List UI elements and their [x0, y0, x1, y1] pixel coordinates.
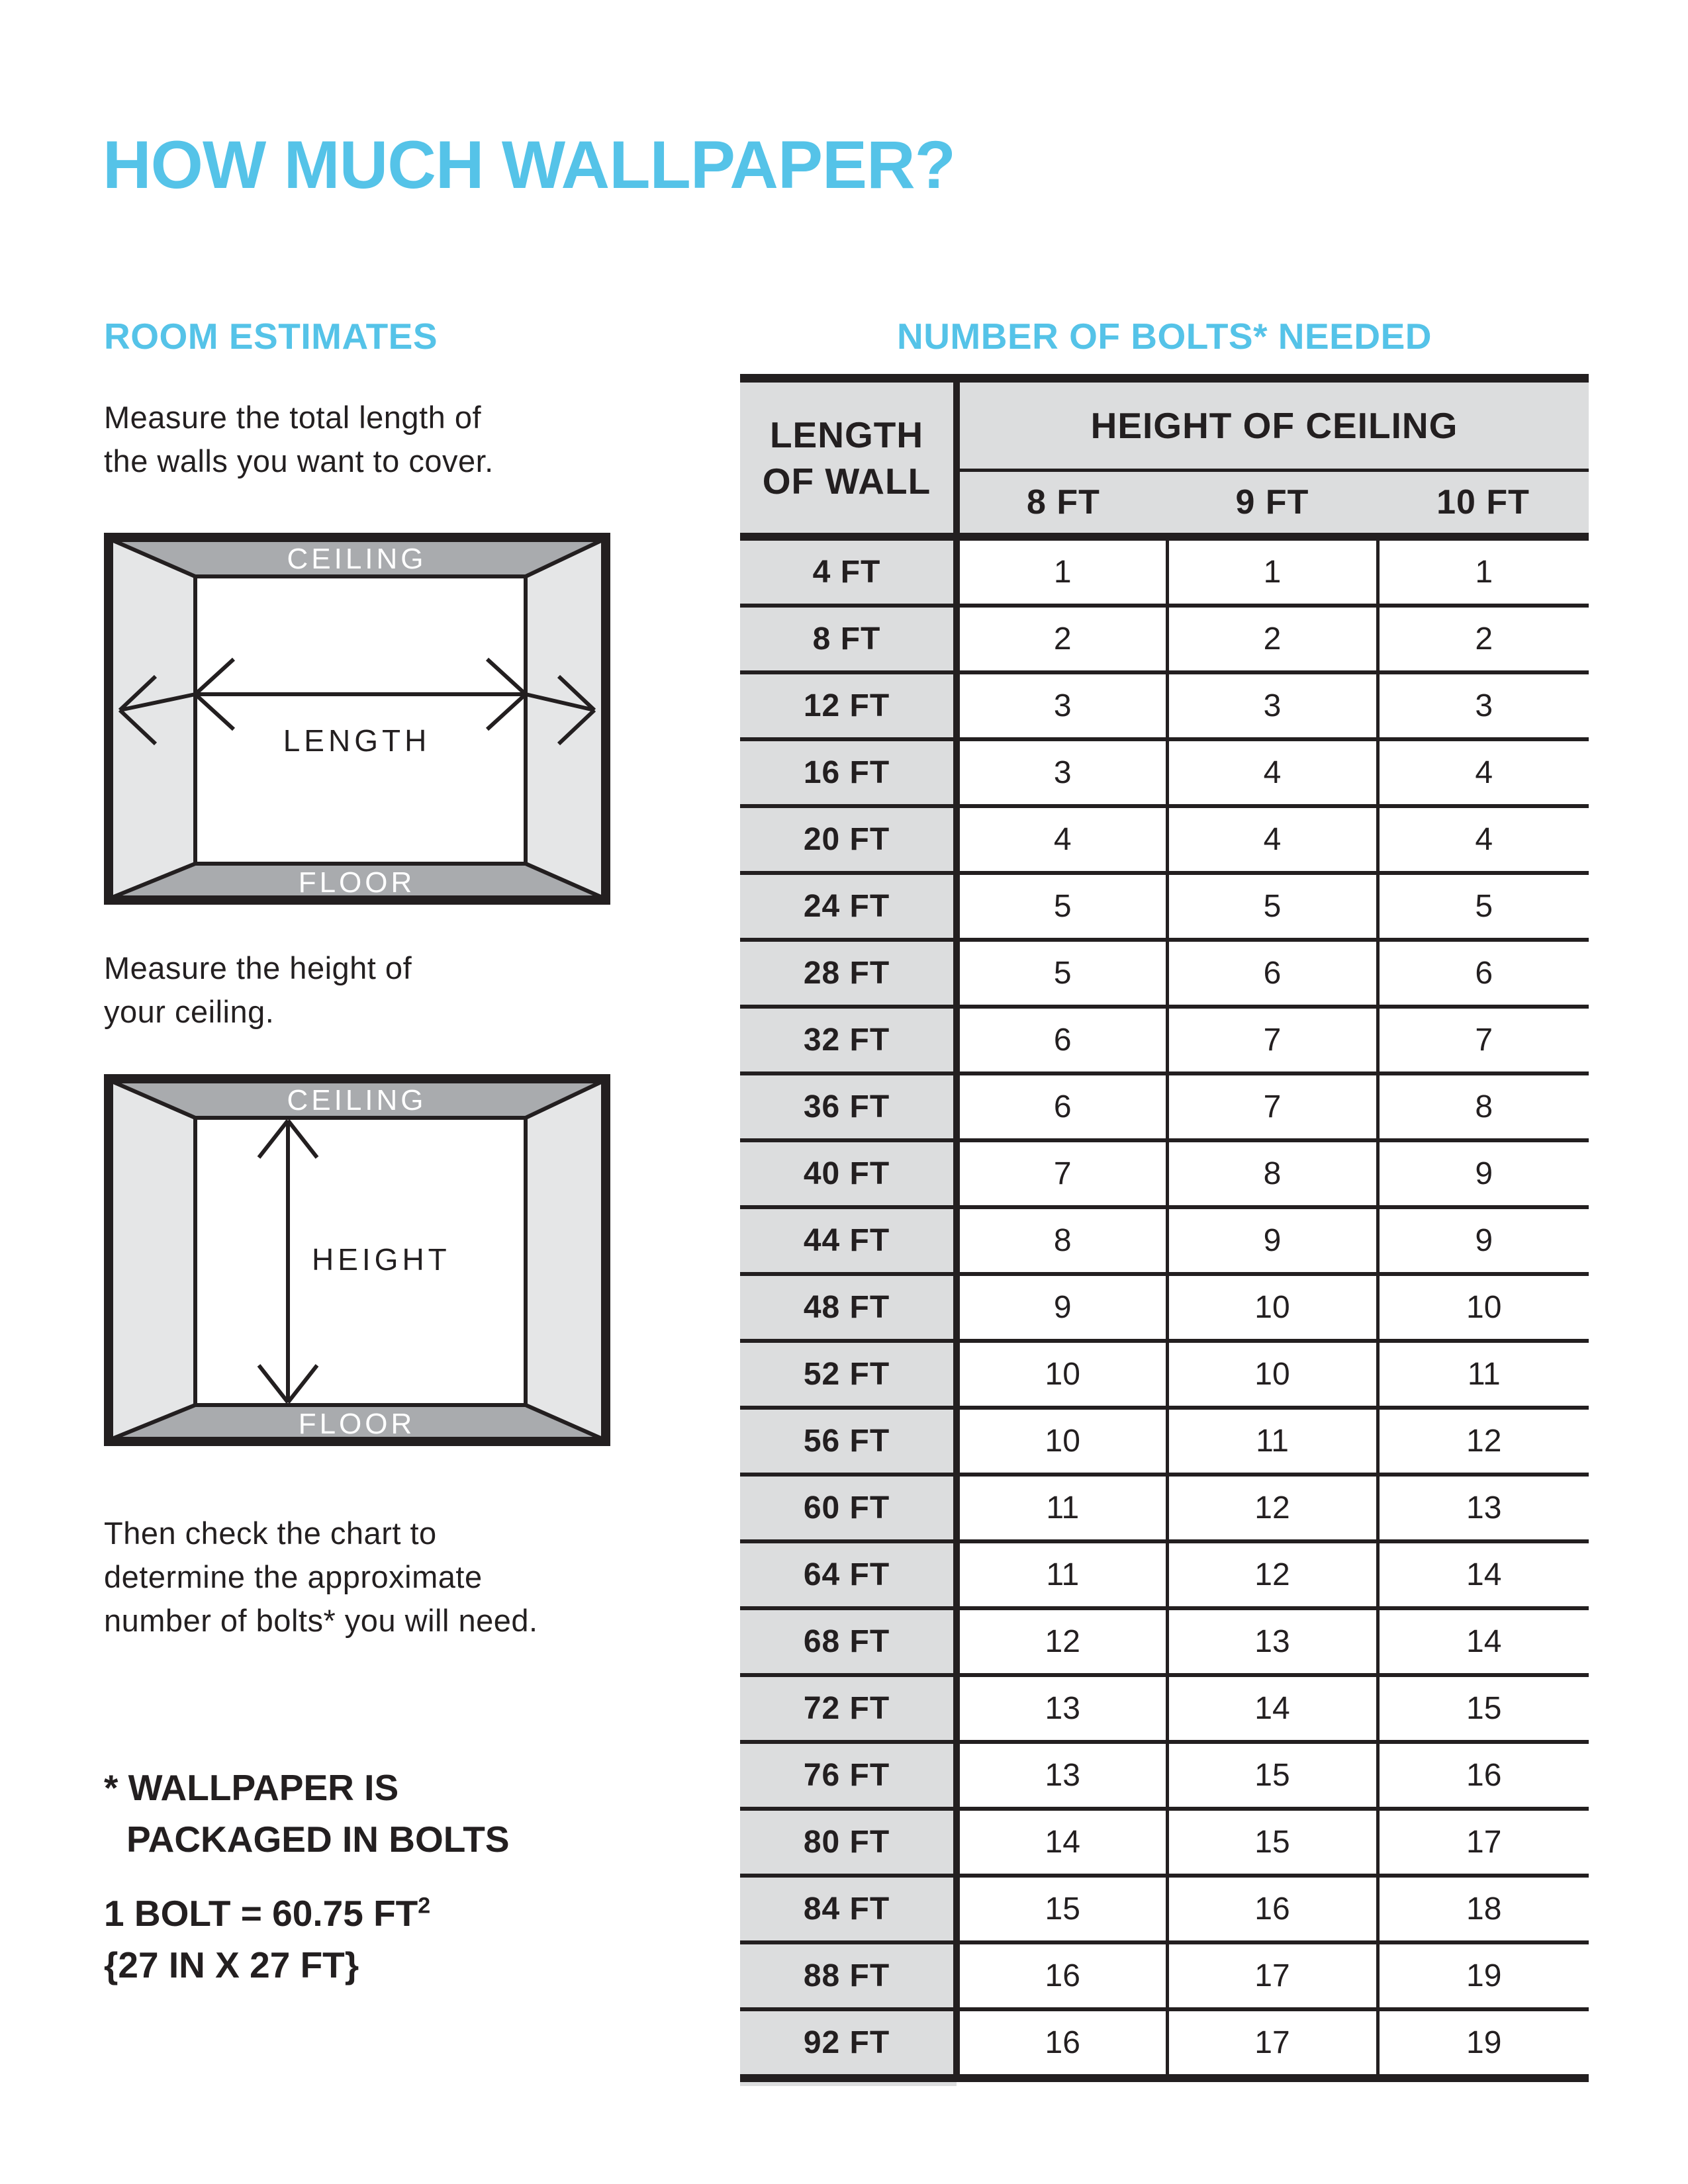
- ceiling-label: CEILING: [287, 1084, 427, 1116]
- bolts-9ft-value: 12: [1167, 1541, 1378, 1608]
- bolts-8ft-value: 11: [957, 1475, 1167, 1541]
- bolts-10ft-value: 18: [1378, 1876, 1589, 1942]
- wall-length-label: 36 FT: [740, 1073, 957, 1140]
- room-length-diagram: [104, 533, 610, 905]
- table-row: [740, 1742, 1589, 1809]
- wall-length-label: 40 FT: [740, 1140, 957, 1207]
- room-estimates-heading: ROOM ESTIMATES: [104, 316, 438, 357]
- wall-length-label: 56 FT: [740, 1408, 957, 1475]
- table-row: [740, 2009, 1589, 2078]
- table-row: [740, 606, 1589, 672]
- bolts-8ft-value: 16: [957, 1942, 1167, 2009]
- bolts-8ft-value: 4: [957, 806, 1167, 873]
- table-row: [740, 1942, 1589, 2009]
- col-header-10ft: 10 FT: [1378, 471, 1589, 537]
- table-row: [740, 672, 1589, 739]
- bolts-9ft-value: 12: [1167, 1475, 1378, 1541]
- squared-superscript: 2: [418, 1893, 431, 1919]
- bolts-8ft-value: 14: [957, 1809, 1167, 1876]
- step3-line3: number of bolts* you will need.: [104, 1603, 538, 1638]
- table-row: [740, 1541, 1589, 1608]
- bolt-size-info: [104, 1888, 430, 1991]
- step1-text: [104, 396, 494, 483]
- bolts-9ft-value: 6: [1167, 940, 1378, 1007]
- bolts-10ft-value: 4: [1378, 806, 1589, 873]
- right-wall-shape: [526, 539, 604, 898]
- table-row: [740, 940, 1589, 1007]
- wall-length-label: 60 FT: [740, 1475, 957, 1541]
- bolts-9ft-value: 7: [1167, 1007, 1378, 1073]
- bolts-8ft-value: 3: [957, 672, 1167, 739]
- table-row: [740, 1274, 1589, 1341]
- bolts-8ft-value: 5: [957, 873, 1167, 940]
- bolts-10ft-value: 19: [1378, 1942, 1589, 2009]
- wall-length-label: 16 FT: [740, 739, 957, 806]
- step3-line2: determine the approximate: [104, 1559, 483, 1594]
- bolts-10ft-value: 15: [1378, 1675, 1589, 1742]
- page-title: HOW MUCH WALLPAPER?: [103, 127, 955, 203]
- bolts-10ft-value: 6: [1378, 940, 1589, 1007]
- table-row: [740, 1007, 1589, 1073]
- footnote-line2: PACKAGED IN BOLTS: [126, 1819, 510, 1860]
- wall-length-label: 32 FT: [740, 1007, 957, 1073]
- bolts-8ft-value: 1: [957, 537, 1167, 606]
- bolts-8ft-value: 8: [957, 1207, 1167, 1274]
- wall-length-label: 88 FT: [740, 1942, 957, 2009]
- table-header: [740, 379, 1589, 537]
- step3-line1: Then check the chart to: [104, 1516, 437, 1551]
- height-label: HEIGHT: [312, 1242, 451, 1277]
- wall-length-label: 72 FT: [740, 1675, 957, 1742]
- floor-label: FLOOR: [298, 866, 416, 899]
- step2-line1: Measure the height of: [104, 950, 412, 985]
- bolt-equation: 1 BOLT = 60.75 $FT^2$: [104, 1893, 431, 1934]
- bolts-10ft-value: 12: [1378, 1408, 1589, 1475]
- table-row: [740, 1809, 1589, 1876]
- bolts-10ft-value: 14: [1378, 1608, 1589, 1675]
- wall-length-label: 12 FT: [740, 672, 957, 739]
- left-wall-shape: [111, 539, 195, 898]
- bolts-10ft-value: 3: [1378, 672, 1589, 739]
- bolts-10ft-value: 17: [1378, 1809, 1589, 1876]
- bolts-9ft-value: 4: [1167, 806, 1378, 873]
- wall-length-label: 80 FT: [740, 1809, 957, 1876]
- bolts-9ft-value: 4: [1167, 739, 1378, 806]
- wall-length-label: 52 FT: [740, 1341, 957, 1408]
- col-header-9ft: 9 FT: [1167, 471, 1378, 537]
- bolts-8ft-value: 2: [957, 606, 1167, 672]
- wall-length-label: 20 FT: [740, 806, 957, 873]
- table-row: [740, 1341, 1589, 1408]
- length-of-wall-header: LENGTH OF WALL: [740, 379, 957, 537]
- bolts-9ft-value: 17: [1167, 2009, 1378, 2078]
- bolts-9ft-value: 10: [1167, 1341, 1378, 1408]
- footnote-line1: * WALLPAPER IS: [104, 1767, 399, 1808]
- left-wall-shape: [111, 1081, 195, 1439]
- bolts-10ft-value: 8: [1378, 1073, 1589, 1140]
- bolts-10ft-value: 7: [1378, 1007, 1589, 1073]
- bolts-9ft-value: 11: [1167, 1408, 1378, 1475]
- bolts-10ft-value: 19: [1378, 2009, 1589, 2078]
- wall-length-label: 8 FT: [740, 606, 957, 672]
- bolts-9ft-value: 14: [1167, 1675, 1378, 1742]
- wall-length-label: 44 FT: [740, 1207, 957, 1274]
- table-row: [740, 1073, 1589, 1140]
- wallpaper-bolts-footnote: [104, 1762, 510, 1865]
- table-row: [740, 806, 1589, 873]
- table-row: [740, 1475, 1589, 1541]
- bolts-9ft-value: 15: [1167, 1809, 1378, 1876]
- bolts-9ft-value: 3: [1167, 672, 1378, 739]
- bolts-9ft-value: 13: [1167, 1608, 1378, 1675]
- bolts-10ft-value: 10: [1378, 1274, 1589, 1341]
- table-row: [740, 873, 1589, 940]
- bolts-9ft-value: 1: [1167, 537, 1378, 606]
- bolts-8ft-value: 6: [957, 1007, 1167, 1073]
- bolts-8ft-value: 12: [957, 1608, 1167, 1675]
- length-label: LENGTH: [283, 723, 431, 758]
- bolts-8ft-value: 10: [957, 1341, 1167, 1408]
- ceiling-label: CEILING: [287, 543, 427, 575]
- table-row: [740, 537, 1589, 606]
- bolts-9ft-value: 7: [1167, 1073, 1378, 1140]
- bolts-9ft-value: 8: [1167, 1140, 1378, 1207]
- bolts-10ft-value: 4: [1378, 739, 1589, 806]
- bolts-needed-table: [740, 374, 1589, 2082]
- bolts-8ft-value: 6: [957, 1073, 1167, 1140]
- step1-line2: the walls you want to cover.: [104, 443, 494, 478]
- bolts-8ft-value: 10: [957, 1408, 1167, 1475]
- bolts-8ft-value: 3: [957, 739, 1167, 806]
- floor-label: FLOOR: [298, 1408, 416, 1440]
- wall-length-label: 4 FT: [740, 537, 957, 606]
- bolts-8ft-value: 15: [957, 1876, 1167, 1942]
- step3-text: [104, 1512, 538, 1643]
- bolts-8ft-value: 5: [957, 940, 1167, 1007]
- table-row: [740, 1207, 1589, 1274]
- bolts-9ft-value: 10: [1167, 1274, 1378, 1341]
- bolts-10ft-value: 11: [1378, 1341, 1589, 1408]
- bolts-8ft-value: 7: [957, 1140, 1167, 1207]
- bolts-9ft-value: 16: [1167, 1876, 1378, 1942]
- wall-length-label: 84 FT: [740, 1876, 957, 1942]
- bolts-8ft-value: 16: [957, 2009, 1167, 2078]
- height-of-ceiling-header: HEIGHT OF CEILING: [957, 379, 1589, 471]
- table-body: [740, 537, 1589, 2078]
- wall-length-label: 92 FT: [740, 2009, 957, 2078]
- bolts-10ft-value: 1: [1378, 537, 1589, 606]
- wall-length-label: 48 FT: [740, 1274, 957, 1341]
- back-wall-shape: [195, 576, 526, 864]
- table-row: [740, 739, 1589, 806]
- right-wall-shape: [526, 1081, 604, 1439]
- wall-length-label: 28 FT: [740, 940, 957, 1007]
- table-row: [740, 1608, 1589, 1675]
- wall-length-label: 64 FT: [740, 1541, 957, 1608]
- bolt-dimensions: {27 IN X 27 FT}: [104, 1944, 359, 1985]
- bolts-8ft-value: 13: [957, 1742, 1167, 1809]
- bolts-10ft-value: 13: [1378, 1475, 1589, 1541]
- room-height-diagram: [104, 1074, 610, 1446]
- table-row: [740, 1140, 1589, 1207]
- step2-text: [104, 946, 412, 1034]
- bolts-10ft-value: 16: [1378, 1742, 1589, 1809]
- bolts-9ft-value: 2: [1167, 606, 1378, 672]
- bolts-8ft-value: 9: [957, 1274, 1167, 1341]
- bolts-9ft-value: 17: [1167, 1942, 1378, 2009]
- bolts-needed-heading: NUMBER OF BOLTS* NEEDED: [896, 316, 1432, 357]
- table-row: [740, 1876, 1589, 1942]
- wall-length-label: 68 FT: [740, 1608, 957, 1675]
- wall-length-label: 24 FT: [740, 873, 957, 940]
- table-row: [740, 1675, 1589, 1742]
- bolts-10ft-value: 2: [1378, 606, 1589, 672]
- bolts-10ft-value: 5: [1378, 873, 1589, 940]
- bolts-9ft-value: 9: [1167, 1207, 1378, 1274]
- wall-length-label: 76 FT: [740, 1742, 957, 1809]
- step1-line1: Measure the total length of: [104, 400, 482, 435]
- bolts-9ft-value: 15: [1167, 1742, 1378, 1809]
- bolts-8ft-value: 13: [957, 1675, 1167, 1742]
- bolts-10ft-value: 9: [1378, 1207, 1589, 1274]
- bolts-9ft-value: 5: [1167, 873, 1378, 940]
- col-header-8ft: 8 FT: [957, 471, 1167, 537]
- bolts-10ft-value: 14: [1378, 1541, 1589, 1608]
- bolts-8ft-value: 11: [957, 1541, 1167, 1608]
- bolts-10ft-value: 9: [1378, 1140, 1589, 1207]
- step2-line2: your ceiling.: [104, 994, 275, 1029]
- table-row: [740, 1408, 1589, 1475]
